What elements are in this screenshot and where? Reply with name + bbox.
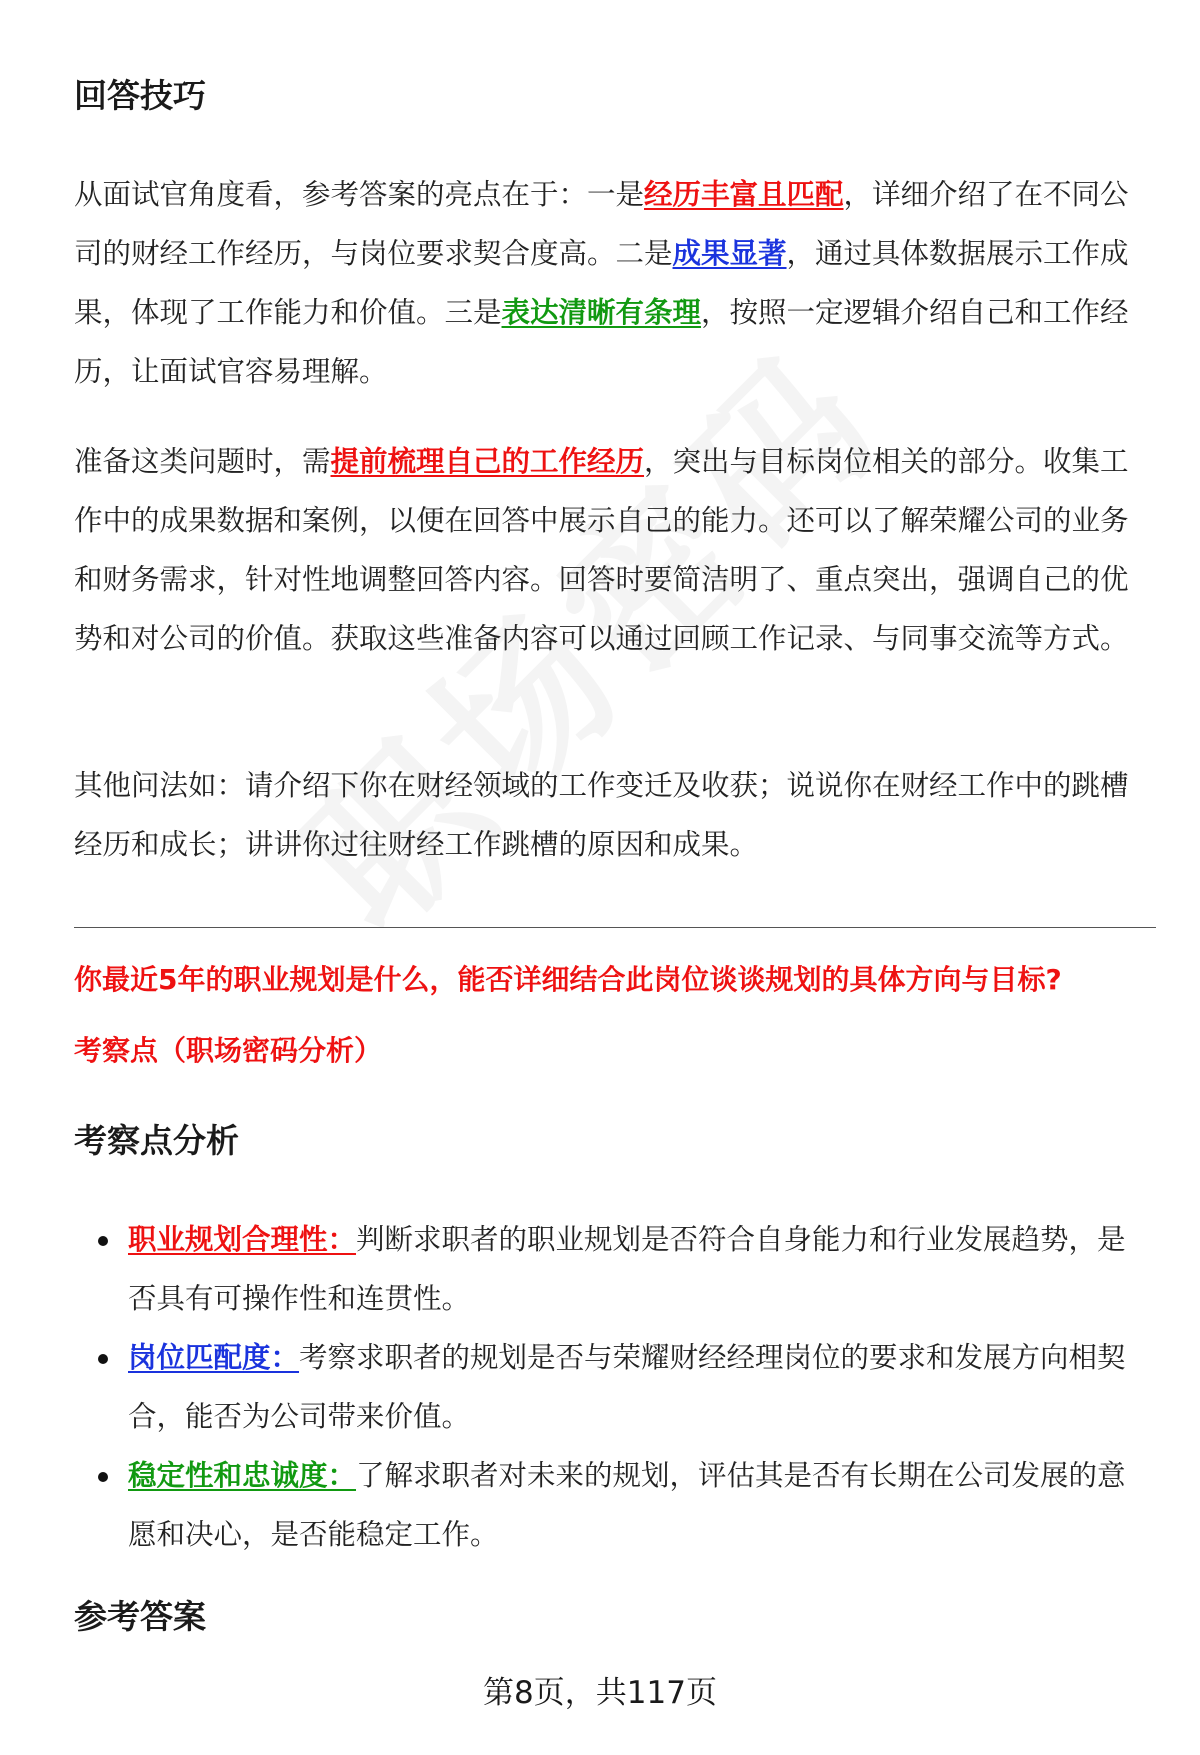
analysis-list (74, 1210, 1154, 1564)
section-heading-reference-answer: 参考答案 (74, 1597, 206, 1636)
section-divider (74, 927, 1156, 928)
list-item-text: 判断求职者的职业规划是否符合自身能力和行业发展趋势，是否具有可操作性和连贯性。 (128, 1223, 1126, 1315)
section-heading-analysis: 考察点分析 (74, 1121, 239, 1160)
highlight-results: 成果显著 (672, 237, 787, 270)
paragraph-alternative-questions: 其他问法如：请介绍下你在财经领域的工作变迁及收获；说说你在财经工作中的跳槽经历和成长；讲讲你过往财经工作跳槽的原因和成果。 (74, 769, 1129, 861)
list-item (74, 1328, 1154, 1446)
section-heading-answer-tips: 回答技巧 (74, 76, 206, 115)
list-item-label: 稳定性和忠诚度： (128, 1459, 357, 1492)
list-item-label: 职业规划合理性： (128, 1223, 357, 1256)
highlight-experience-match: 经历丰富且匹配 (644, 178, 844, 211)
focus-label: 考察点（职场密码分析） (74, 1034, 383, 1067)
list-item (74, 1446, 1154, 1564)
list-item-text: 考察求职者的规划是否与荣耀财经经理岗位的要求和发展方向相契合，能否为公司带来价值。 (128, 1341, 1126, 1433)
paragraph-preparation: 准备这类问题时，需提前梳理自己的工作经历，突出与目标岗位相关的部分。收集工作中的成果数据和案例，以便在回答中展示自己的能力。还可以了解荣耀公司的业务和财务需求，针对性地调整回答内容。回答时要简洁明了、重点突出，强调自己的优势和对公司的价值。获取这些准备内容可以通过回顾工作记录、与同事交流等方式。 (74, 445, 1129, 655)
highlight-review-experience: 提前梳理自己的工作经历 (330, 445, 645, 478)
list-item-text: 了解求职者对未来的规划，评估其是否有长期在公司发展的意愿和决心，是否能稳定工作。 (128, 1459, 1126, 1551)
bullet-icon (98, 1236, 108, 1246)
bullet-icon (98, 1354, 108, 1364)
interview-question: 你最近5年的职业规划是什么，能否详细结合此岗位谈谈规划的具体方向与目标? (74, 963, 1062, 996)
bullet-icon (98, 1472, 108, 1482)
list-item-label: 岗位匹配度： (128, 1341, 300, 1374)
list-item (74, 1210, 1154, 1328)
paragraph-highlights: 从面试官角度看，参考答案的亮点在于：一是经历丰富且匹配，详细介绍了在不同公司的财经工作经历，与岗位要求契合度高。二是成果显著，通过具体数据展示工作成果，体现了工作能力和价值。三是表达清晰有条理，按照一定逻辑介绍自己和工作经历，让面试官容易理解。 (74, 178, 1129, 388)
page-number: 第8页，共117页 (483, 1675, 717, 1711)
highlight-clear-expression: 表达清晰有条理 (501, 296, 702, 329)
